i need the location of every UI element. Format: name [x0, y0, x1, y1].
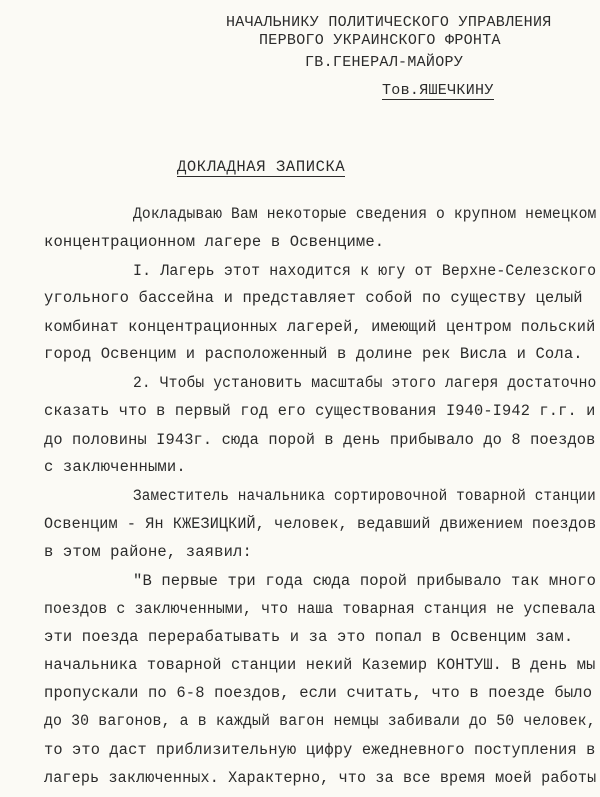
text-line: то это даст приблизительную цифру ежедневного поступления в	[44, 741, 596, 759]
text-line: до 30 вагонов, а в каждый вагон немцы забивали до 50 человек,	[44, 712, 596, 730]
addressee-line-1: НАЧАЛЬНИКУ ПОЛИТИЧЕСКОГО УПРАВЛЕНИЯ	[226, 14, 552, 31]
text-line: сказать что в первый год его существования I940-I942 г.г. и	[44, 402, 596, 420]
addressee-name: Тов.ЯШЕЧКИНУ	[382, 82, 494, 99]
text-line: с заключенными.	[44, 458, 186, 476]
text-line: Заместитель начальника сортировочной товарной станции	[133, 487, 596, 505]
text-line: эти поезда перерабатывать и за это попал в Освенцим зам.	[44, 628, 574, 646]
text-line: начальника товарной станции некий Каземир КОНТУШ. В день мы	[44, 656, 596, 674]
addressee-line-3: ГВ.ГЕНЕРАЛ-МАЙОРУ	[305, 54, 464, 71]
text-line: поездов с заключенными, что наша товарная станция не успевала	[44, 600, 596, 618]
text-line: в этом районе, заявил:	[44, 543, 252, 561]
document-title: ДОКЛАДНАЯ ЗАПИСКА	[177, 158, 346, 176]
text-line: лагерь заключенных. Характерно, что за все время моей работы	[44, 769, 597, 787]
text-line: концентрационном лагере в Освенциме.	[44, 233, 385, 251]
text-line: угольного бассейна и представляет собой по существу целый	[44, 289, 583, 307]
text-line: пропускали по 6-8 поездов, если считать, что в поезде было	[44, 684, 593, 702]
text-line: город Освенцим и расположенный в долине рек Висла и Сола.	[44, 345, 583, 363]
text-line: I. Лагерь этот находится к югу от Верхне-Селезского	[133, 262, 597, 280]
text-line: 2. Чтобы установить масштабы этого лагеря достаточно	[133, 374, 597, 392]
text-line: "В первые три года сюда порой прибывало так много	[133, 572, 597, 590]
text-line: Освенцим - Ян КЖЕЗИЦКИЙ, человек, ведавший движением поездов	[44, 515, 597, 533]
text-line: до половины I943г. сюда порой в день прибывало до 8 поездов	[44, 431, 596, 449]
addressee-line-2: ПЕРВОГО УКРАИНСКОГО ФРОНТА	[259, 32, 501, 49]
text-line: Докладываю Вам некоторые сведения о крупном немецком	[133, 205, 597, 223]
text-line: комбинат концентрационных лагерей, имеющий центром польский	[44, 318, 596, 336]
